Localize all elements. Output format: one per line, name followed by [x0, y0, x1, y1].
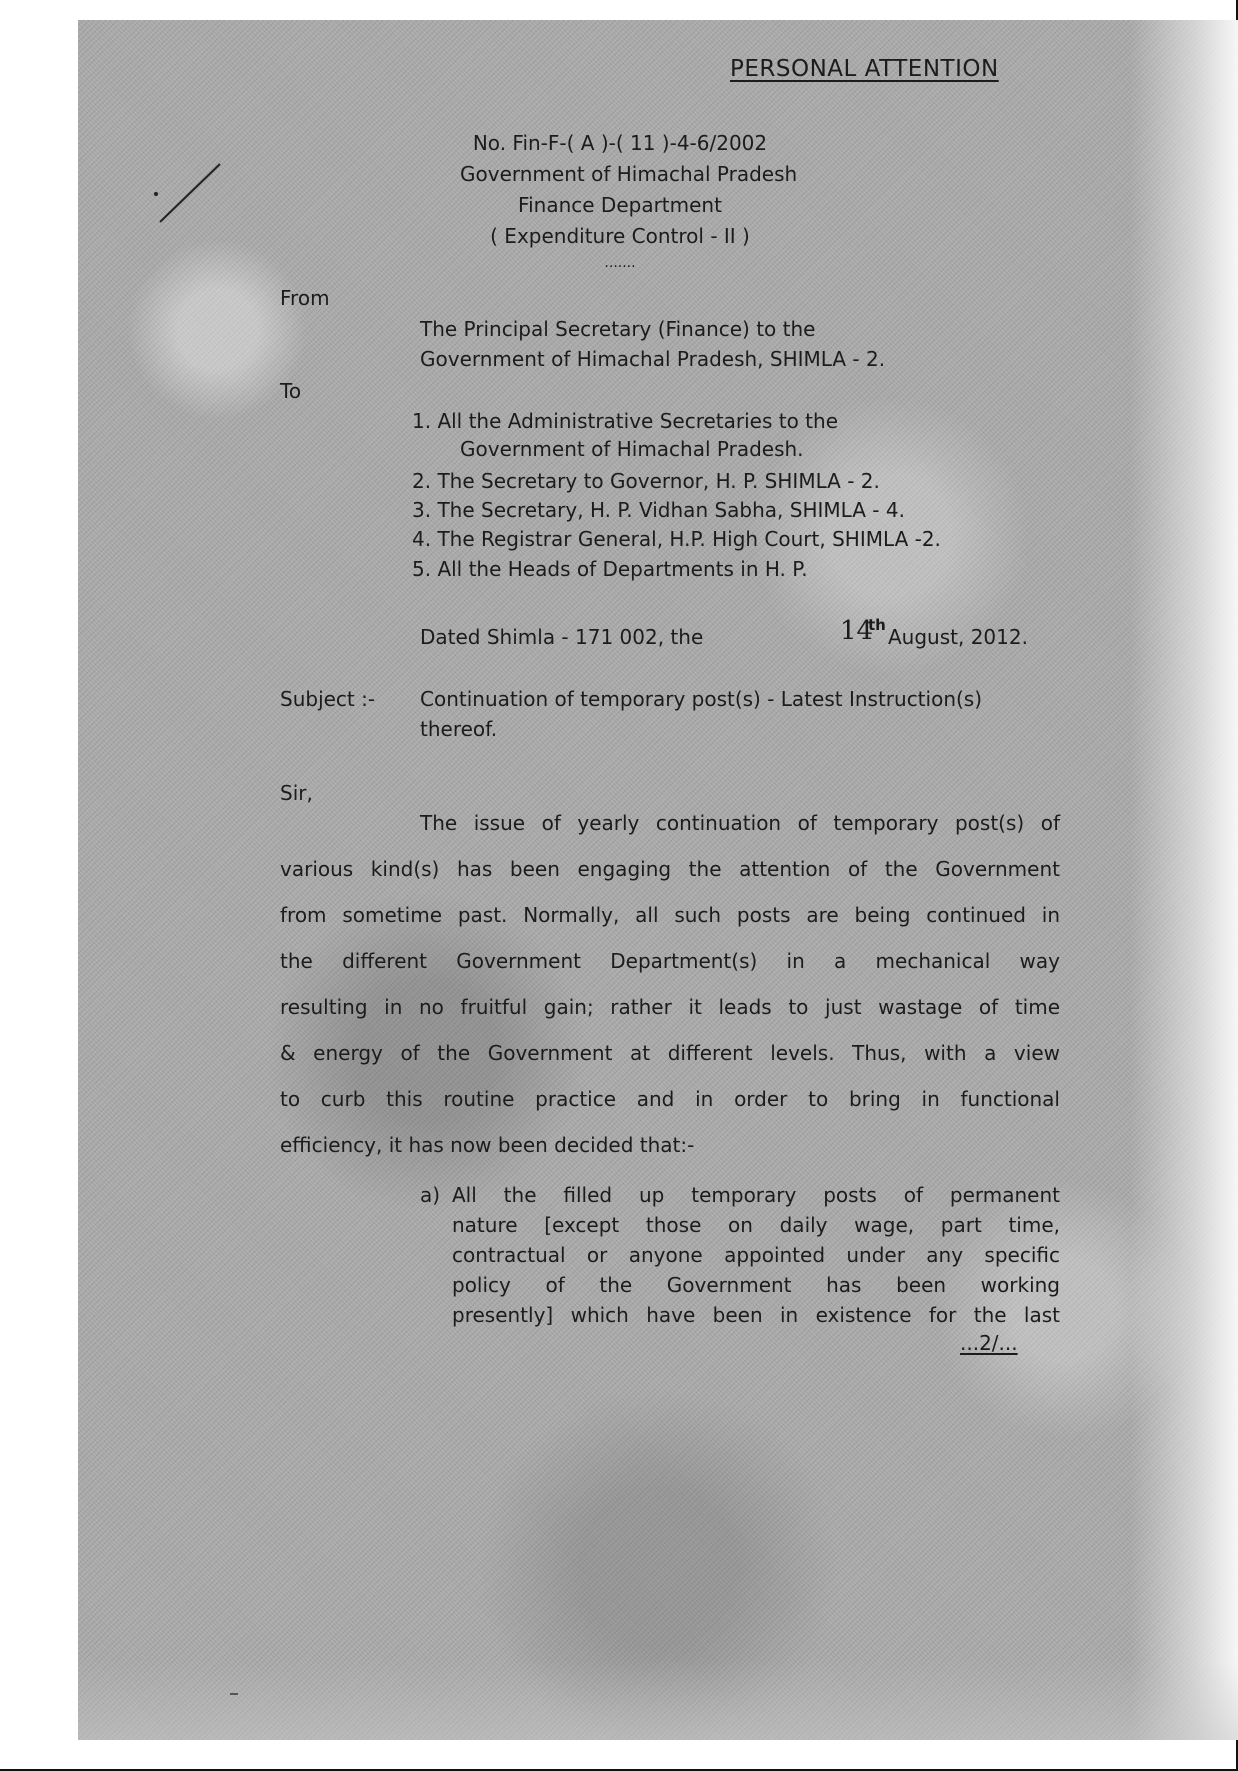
government-name: Government of Himachal Pradesh	[460, 162, 798, 186]
dated-month-year: August, 2012.	[888, 625, 1028, 649]
body-paragraph-line: efficiency, it has now been decided that:-	[280, 1133, 695, 1157]
dated-prefix: Dated Shimla - 171 002, the	[420, 625, 704, 649]
recipient-line: 5. All the Heads of Departments in H. P.	[412, 557, 808, 581]
dated-day-handwritten: 14	[840, 616, 874, 646]
pen-mark-icon	[150, 160, 230, 230]
recipient-line: Government of Himachal Pradesh.	[460, 437, 804, 461]
recipient-line: 1. All the Administrative Secretaries to the	[412, 409, 839, 433]
list-item-line: contractual or anyone appointed under any specific	[452, 1243, 1060, 1267]
subject-line-1: Continuation of temporary post(s) - Latest Instruction(s)	[420, 687, 983, 711]
page-continuation: ...2/...	[960, 1331, 1018, 1355]
scan-edge-right	[1130, 20, 1238, 1740]
stray-mark	[230, 1693, 238, 1695]
body-paragraph-line: from sometime past. Normally, all such posts are being continued in	[280, 903, 1060, 927]
salutation: Sir,	[280, 781, 313, 805]
sender-line-1: The Principal Secretary (Finance) to the	[420, 317, 816, 341]
sender-line-2: Government of Himachal Pradesh, SHIMLA - 2.	[420, 347, 886, 371]
recipient-line: 2. The Secretary to Governor, H. P. SHIMLA - 2.	[412, 469, 880, 493]
list-item-line: nature [except those on daily wage, part time,	[452, 1213, 1060, 1237]
body-paragraph-line: The issue of yearly continuation of temporary post(s) of	[420, 811, 1060, 835]
body-paragraph-line: & energy of the Government at different levels. Thus, with a view	[280, 1041, 1060, 1065]
list-item-line: policy of the Government has been working	[452, 1273, 1060, 1297]
list-item-line: presently] which have been in existence for the last	[452, 1303, 1060, 1327]
list-item-line: All the filled up temporary posts of permanent	[452, 1183, 1060, 1207]
to-label: To	[280, 379, 302, 403]
list-item-marker: a)	[420, 1183, 441, 1207]
header-separator: .......	[604, 255, 636, 271]
personal-attention-heading: PERSONAL ATTENTION	[730, 56, 999, 82]
from-label: From	[280, 286, 330, 310]
recipient-line: 4. The Registrar General, H.P. High Court, SHIMLA -2.	[412, 527, 941, 551]
subject-label: Subject :-	[280, 687, 376, 711]
body-paragraph-line: resulting in no fruitful gain; rather it leads to just wastage of time	[280, 995, 1060, 1019]
body-paragraph-line: the different Government Department(s) in a mechanical way	[280, 949, 1060, 973]
subject-line-2: thereof.	[420, 717, 498, 741]
department-name: Finance Department	[518, 193, 722, 217]
scan-edge-bottom	[78, 1660, 1238, 1740]
body-paragraph-line: various kind(s) has been engaging the attention of the Government	[280, 857, 1060, 881]
section-name: ( Expenditure Control - II )	[490, 224, 750, 248]
recipient-line: 3. The Secretary, H. P. Vidhan Sabha, SHIMLA - 4.	[412, 498, 905, 522]
body-paragraph-line: to curb this routine practice and in order to bring in functional	[280, 1087, 1060, 1111]
dated-day-suffix: th	[868, 616, 886, 634]
reference-number: No. Fin-F-( A )-( 11 )-4-6/2002	[472, 131, 768, 155]
